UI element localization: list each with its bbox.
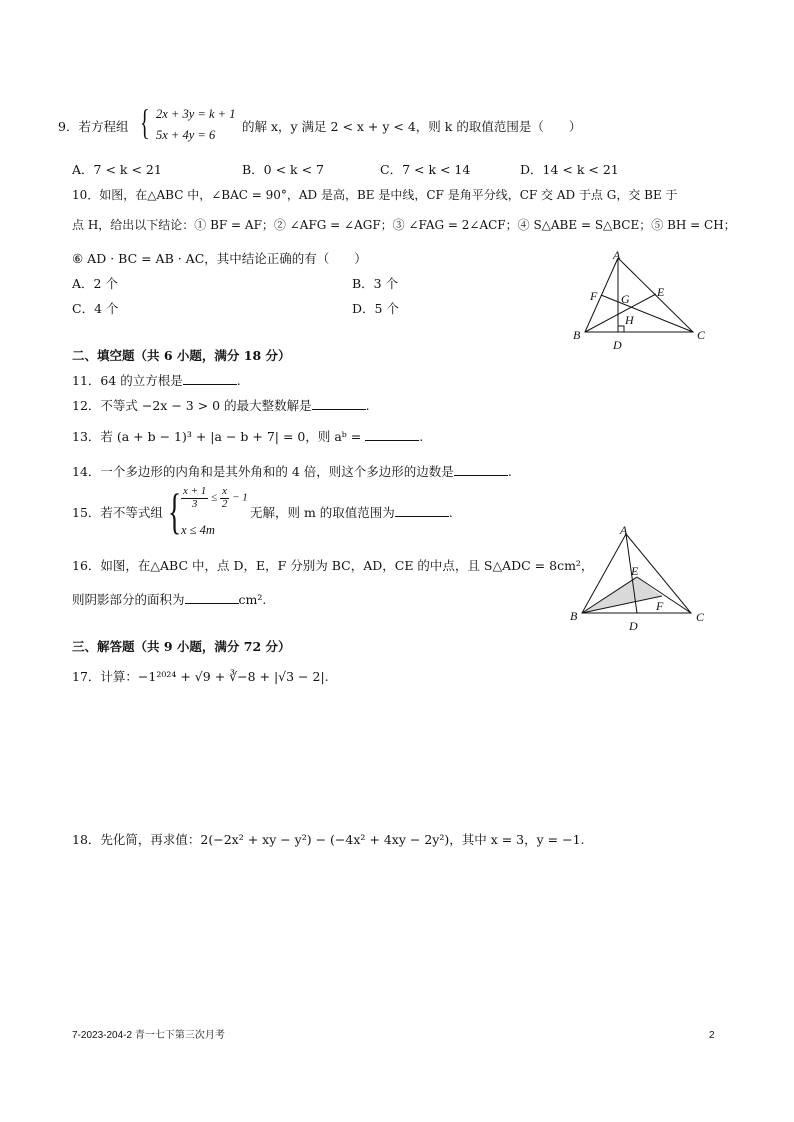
- q15-frac-left: $\frac{x + 1}{3}$: [183, 485, 207, 510]
- q14-answer-blank[interactable]: [454, 464, 508, 476]
- q15-frac-right: $\frac{x}{2}$: [221, 485, 228, 510]
- q15-end: .: [448, 505, 453, 520]
- q16-answer-blank[interactable]: [185, 592, 239, 604]
- q15-answer-blank[interactable]: [395, 505, 449, 517]
- q15-tail-text: 无解，则 m 的取值范围为: [250, 505, 395, 520]
- q15-brace: {: [168, 483, 182, 539]
- q9-tail: 的解 x，y 满足 2 < x + y < 4，则 k 的取值范围是（ ）: [242, 119, 582, 134]
- q10-label-g: G: [621, 292, 630, 306]
- q16-shaded-region: [582, 577, 662, 613]
- q11-text: 11．64 的立方根是: [72, 373, 183, 388]
- q16-line1: 16．如图，在△ABC 中，点 D，E，F 分别为 BC，AD，CE 的中点，且 S△ADC = 8cm²，: [72, 558, 594, 573]
- q12-text: 12．不等式 −2x − 3 > 0 的最大整数解是: [72, 398, 312, 413]
- q16-unit: cm².: [238, 592, 267, 607]
- q15-lead: 15．若不等式组: [72, 505, 163, 520]
- q12-answer-blank[interactable]: [312, 398, 366, 410]
- q9-option-b: B．0 < k < 7: [242, 162, 325, 177]
- q9-equation-system: [140, 102, 250, 146]
- q10-option-c: C．4 个: [72, 301, 119, 316]
- q18: 18．先化简，再求值：2(−2x² + xy − y²) − (−4x² + 4xy − 2y²)，其中 x = 3，y = −1.: [72, 832, 585, 847]
- q9-brace: {: [140, 102, 150, 142]
- section2-title: 二、填空题（共 6 小题，满分 18 分）: [72, 348, 291, 363]
- q13-end: .: [419, 429, 424, 444]
- q11-answer-blank[interactable]: [183, 373, 237, 385]
- q16-line2-text: 则阴影部分的面积为: [72, 592, 185, 607]
- q10-line1: 10．如图，在△ABC 中，∠BAC = 90°，AD 是高，BE 是中线，CF 是角平分线，CF 交 AD 于点 G，交 BE 于: [72, 188, 678, 202]
- q16-label-b: B: [570, 609, 578, 623]
- q11: [72, 373, 241, 388]
- q9-eq1: 2x + 3y = k + 1: [156, 107, 236, 121]
- q15-tail: [250, 505, 453, 520]
- q13-answer-blank[interactable]: [365, 429, 419, 441]
- q14-text: 14．一个多边形的内角和是其外角和的 4 倍，则这个多边形的边数是: [72, 464, 454, 479]
- footer-exam-code: 7-2023-204-2 青一七下第三次月考: [72, 1030, 225, 1041]
- q9-option-d: D．14 < k < 21: [520, 162, 619, 177]
- q10-bisector-cf: [601, 295, 693, 332]
- q10-label-d: D: [613, 338, 622, 352]
- q12-end: .: [365, 398, 370, 413]
- q14-end: .: [507, 464, 512, 479]
- q10-label-h: H: [625, 313, 634, 327]
- q10-line2: 点 H，给出以下结论：① BF = AF；② ∠AFG = ∠AGF；③ ∠FAG = 2∠ACF；④ S△ABE = S△BCE；⑤ BH = CH；: [72, 218, 736, 232]
- q15-inequality-system: [168, 483, 258, 542]
- q16-label-d: D: [629, 619, 638, 632]
- q9-eq2: 5x + 4y = 6: [156, 128, 216, 142]
- q15-eq2: x ≤ 4m: [181, 523, 215, 537]
- q9-option-c: C．7 < k < 14: [380, 162, 471, 177]
- q17: 17．计算：−1²⁰²⁴ + √9 + ∛−8 + |√3 − 2|.: [72, 669, 329, 684]
- footer-page-number: 2: [709, 1030, 715, 1041]
- q9-lead: 9．若方程组: [58, 119, 129, 134]
- q13: [72, 429, 423, 444]
- q9-option-a: A．7 < k < 21: [72, 162, 162, 177]
- q10-option-a: A．2 个: [72, 276, 118, 291]
- q16-line2: [72, 592, 266, 607]
- q16-triangle-figure: [565, 522, 715, 632]
- q14: [72, 464, 512, 479]
- q16-label-e: E: [631, 564, 639, 578]
- q16-label-a: A: [620, 523, 628, 537]
- q12: [72, 398, 370, 413]
- q10-label-e: E: [657, 285, 665, 299]
- q10-triangle-figure: [565, 248, 715, 352]
- q10-option-b: B．3 个: [352, 276, 399, 291]
- q13-text: 13．若 (a + b − 1)³ + |a − b + 7| = 0，则 aᵇ =: [72, 429, 362, 444]
- q10-line3: ⑥ AD · BC = AB · AC，其中结论正确的有（ ）: [72, 251, 367, 266]
- q10-label-b: B: [573, 328, 581, 342]
- q15-eq1: $\frac{x + 1}{3}$ ≤ $\frac{x}{2}$ − 1: [183, 485, 248, 510]
- q16-label-f: F: [656, 599, 664, 613]
- q10-right-angle-mark: [618, 326, 624, 332]
- q10-option-d: D．5 个: [352, 301, 399, 316]
- q10-label-c: C: [697, 328, 706, 342]
- q11-end: .: [236, 373, 241, 388]
- q10-label-a: A: [613, 248, 621, 262]
- q10-label-f: F: [590, 289, 598, 303]
- q16-label-c: C: [696, 610, 705, 624]
- section3-title: 三、解答题（共 9 小题，满分 72 分）: [72, 639, 291, 654]
